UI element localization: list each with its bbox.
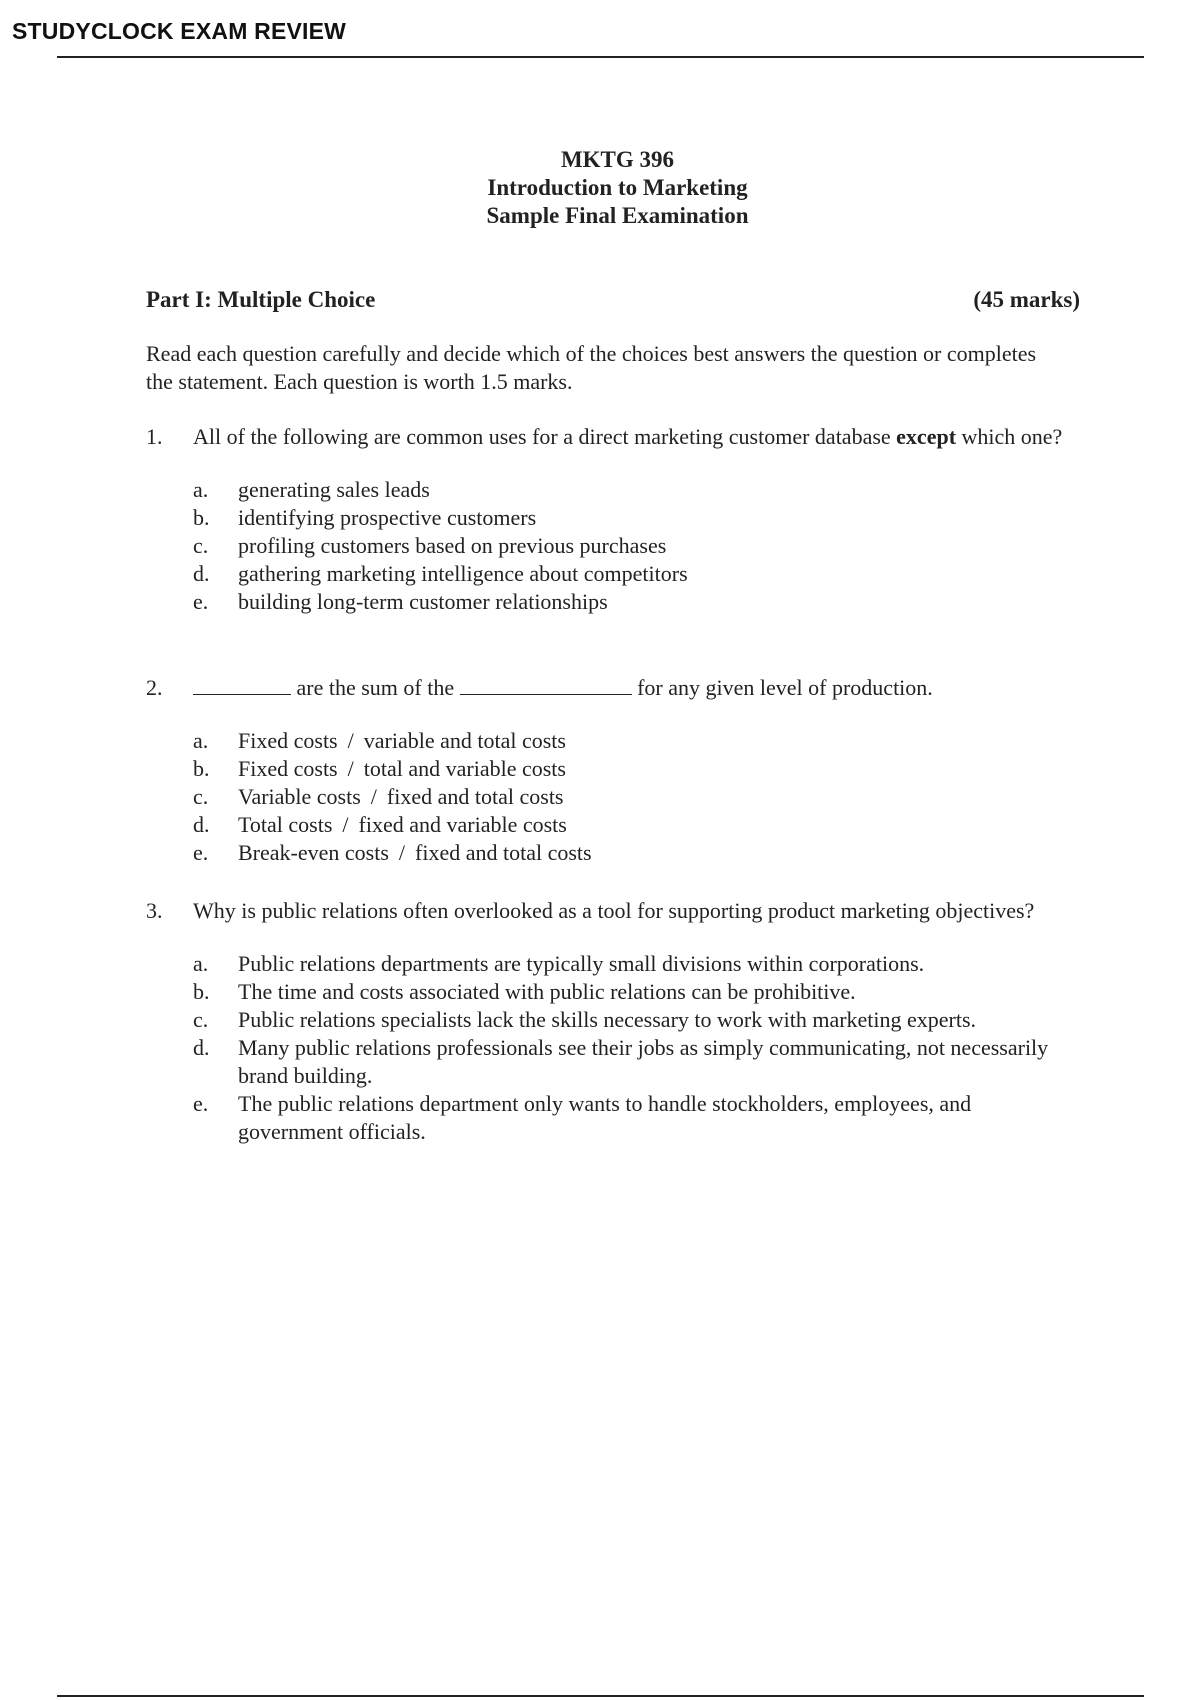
answer-option (193, 1006, 1076, 1034)
option-second-term: fixed and total costs (415, 840, 592, 865)
answer-blank-1 (193, 674, 291, 695)
option-text: Many public relations professionals see their jobs as simply communicating, not necessarily brand building. (238, 1035, 1049, 1088)
option-separator: / (370, 784, 377, 809)
option-second-term: fixed and total costs (386, 784, 564, 809)
footer-divider (57, 1695, 1144, 1697)
answer-option (193, 588, 1076, 616)
option-text: The time and costs associated with public relations can be prohibitive. (238, 979, 856, 1004)
exam-title-block (0, 146, 1200, 230)
answer-option (193, 1034, 1076, 1090)
course-code: MKTG 396 (560, 147, 675, 172)
answer-option (193, 950, 1076, 978)
option-text (238, 755, 1076, 783)
instructions: Read each question carefully and decide which of the choices best answers the question or completes the statement. Each question is worth 1.5 marks. (146, 341, 1037, 394)
option-text (238, 727, 1076, 755)
answer-option (193, 978, 1076, 1006)
question-number: 1. (146, 424, 163, 449)
question-number: 2. (146, 675, 163, 700)
option-letter: e. (193, 840, 209, 865)
option-letter: e. (193, 589, 209, 614)
answer-blank-2 (460, 674, 632, 695)
option-text: Public relations specialists lack the skills necessary to work with marketing experts. (238, 1007, 977, 1032)
option-letter: b. (193, 979, 210, 1004)
option-text (238, 811, 1076, 839)
option-second-term: total and variable costs (363, 756, 566, 781)
answer-option (193, 532, 1076, 560)
question-1 (146, 423, 1076, 616)
option-first-term: Fixed costs (238, 756, 338, 781)
option-letter: a. (193, 951, 209, 976)
answer-option (193, 811, 1076, 839)
option-letter: b. (193, 756, 210, 781)
option-text: profiling customers based on previous purchases (238, 533, 667, 558)
option-first-term: Variable costs (238, 784, 361, 809)
option-text (238, 783, 1076, 811)
option-text: generating sales leads (238, 477, 430, 502)
answer-option (193, 783, 1076, 811)
question-text-part: for any given level of production. (631, 675, 933, 700)
answer-option (193, 839, 1076, 867)
option-separator: / (347, 756, 354, 781)
option-text: Public relations departments are typically small divisions within corporations. (238, 951, 925, 976)
option-first-term: Fixed costs (238, 728, 338, 753)
answer-option (193, 504, 1076, 532)
option-letter: c. (193, 533, 209, 558)
answer-option (193, 727, 1076, 755)
answer-option (193, 560, 1076, 588)
header-divider (57, 56, 1144, 58)
answer-option (193, 476, 1076, 504)
option-letter: d. (193, 812, 210, 837)
option-letter: e. (193, 1091, 209, 1116)
option-separator: / (398, 840, 406, 865)
answer-options (193, 950, 1076, 1146)
option-text (238, 839, 1076, 867)
option-text: The public relations department only wants to handle stockholders, employees, and government officials. (238, 1091, 972, 1144)
question-text-part: are the sum of the (291, 675, 460, 700)
exam-title: Sample Final Examination (486, 203, 749, 228)
question-2 (146, 674, 1076, 867)
option-letter: c. (193, 1007, 209, 1032)
option-first-term: Break-even costs (238, 840, 389, 865)
option-text: gathering marketing intelligence about competitors (238, 561, 688, 586)
option-letter: a. (193, 477, 209, 502)
question-text (193, 674, 1076, 702)
answer-option (193, 755, 1076, 783)
answer-options (193, 727, 1076, 867)
question-text (193, 423, 1076, 451)
brand-header: STUDYCLOCK EXAM REVIEW (12, 18, 347, 44)
answer-option (193, 1090, 1076, 1146)
option-first-term: Total costs (238, 812, 333, 837)
question-text: Why is public relations often overlooked as a tool for supporting product marketing objectives? (193, 898, 1035, 923)
answer-options (193, 476, 1076, 616)
part-title: Part I: Multiple Choice (146, 287, 376, 312)
option-letter: b. (193, 505, 210, 530)
question-emphasis: except (896, 424, 957, 449)
option-second-term: variable and total costs (363, 728, 566, 753)
part-heading (146, 286, 1080, 314)
option-text: building long-term customer relationships (238, 589, 608, 614)
part-marks: (45 marks) (973, 287, 1080, 312)
option-second-term: fixed and variable costs (358, 812, 567, 837)
option-text: identifying prospective customers (238, 505, 537, 530)
question-3 (146, 897, 1076, 1146)
question-number: 3. (146, 898, 163, 923)
option-letter: a. (193, 728, 209, 753)
option-separator: / (342, 812, 349, 837)
option-separator: / (347, 728, 354, 753)
question-text-part: which one? (956, 424, 1063, 449)
option-letter: c. (193, 784, 209, 809)
option-letter: d. (193, 561, 210, 586)
course-name: Introduction to Marketing (487, 175, 748, 200)
question-text-part: All of the following are common uses for a direct marketing customer database (193, 424, 897, 449)
option-letter: d. (193, 1035, 210, 1060)
